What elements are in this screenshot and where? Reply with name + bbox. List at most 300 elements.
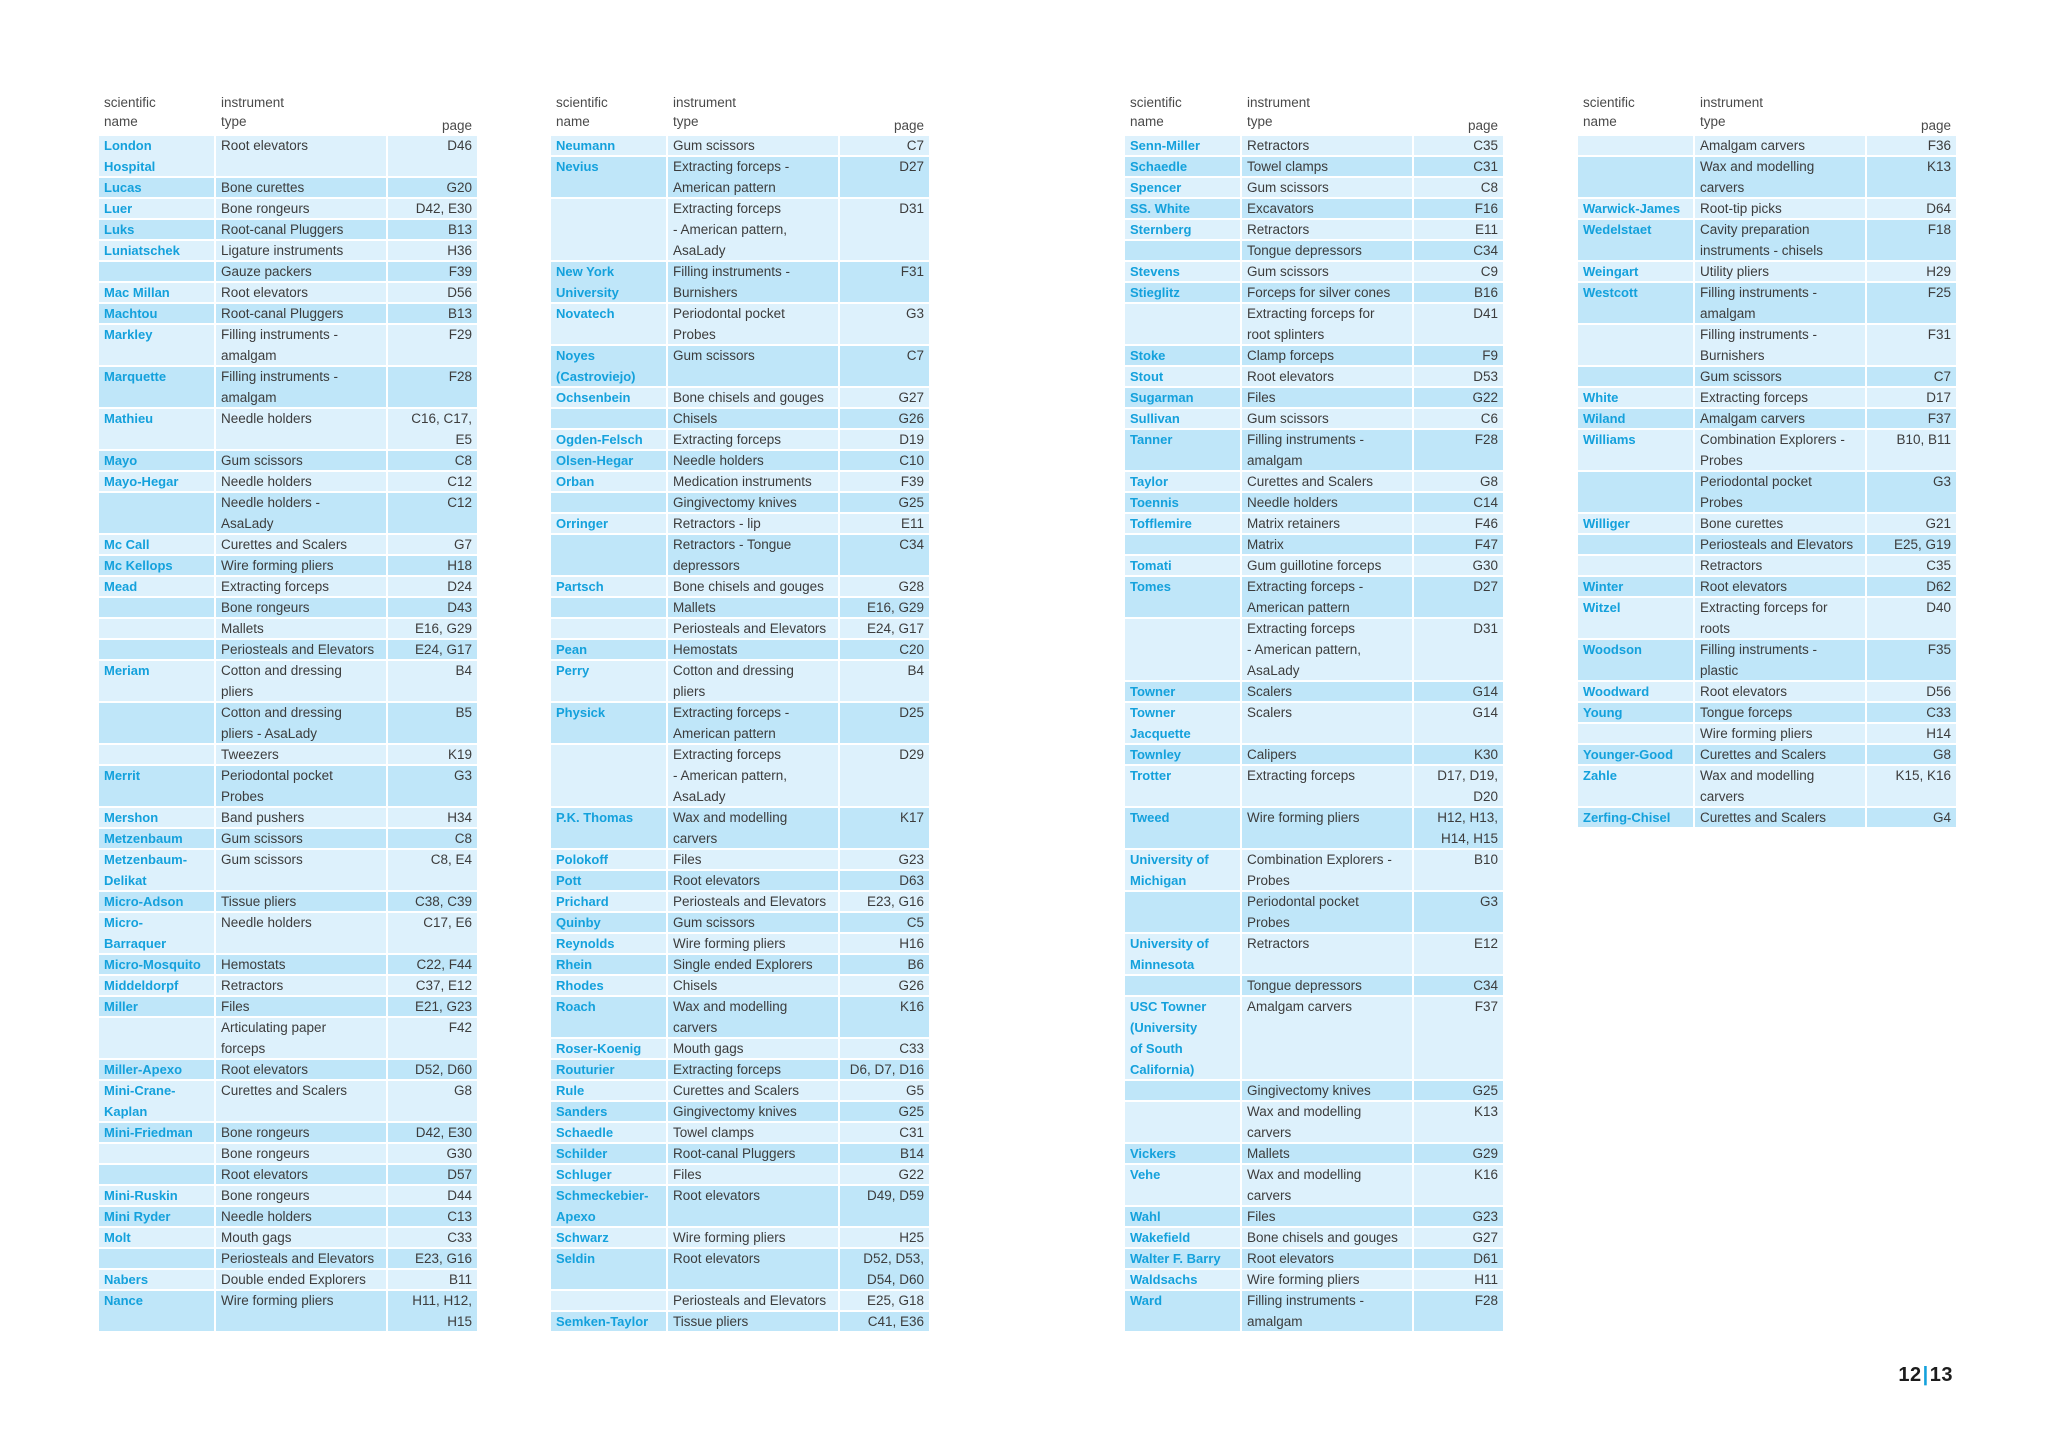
instrument-type-cell	[215, 1269, 387, 1290]
instrument-type: Root elevators	[221, 1062, 309, 1077]
instrument-type-cell	[667, 954, 839, 975]
scientific-name: Marquette	[104, 369, 167, 384]
scientific-name-cell	[1577, 534, 1694, 555]
instrument-type-cell	[215, 765, 387, 807]
scientific-name-cell	[1577, 366, 1694, 387]
instrument-type-cell	[667, 261, 839, 303]
instrument-type: Wax and modelling	[1700, 159, 1815, 174]
instrument-type: Curettes and Scalers	[221, 1083, 348, 1098]
instrument-type: Root-canal Pluggers	[673, 1146, 796, 1161]
page-cell	[1866, 597, 1957, 639]
table-row	[98, 891, 478, 912]
page-cell	[387, 576, 478, 597]
scientific-name: Rule	[556, 1083, 585, 1098]
scientific-name: Delikat	[104, 873, 147, 888]
table-row	[98, 240, 478, 261]
instrument-type-cell	[1241, 1248, 1413, 1269]
instrument-type: Root elevators	[1247, 369, 1335, 384]
table-row	[98, 492, 478, 534]
instrument-type: root splinters	[1247, 327, 1325, 342]
page-reference: H14, H15	[1440, 831, 1498, 846]
scientific-name-cell	[1124, 219, 1241, 240]
scientific-name-cell	[550, 1038, 667, 1059]
scientific-name: Micro-Adson	[104, 894, 184, 909]
scientific-name: Winter	[1583, 579, 1624, 594]
page-reference: F37	[1927, 411, 1951, 426]
table-row	[98, 450, 478, 471]
scientific-name: Mayo	[104, 453, 138, 468]
page-reference: F25	[1927, 285, 1951, 300]
page-reference: D61	[1473, 1251, 1498, 1266]
scientific-name-cell	[1577, 219, 1694, 261]
scientific-name-cell	[1577, 807, 1694, 828]
table-row	[1577, 387, 1957, 408]
page-reference: B13	[447, 306, 472, 321]
instrument-type-cell	[1694, 597, 1866, 639]
instrument-type: Gingivectomy knives	[1247, 1083, 1371, 1098]
scientific-name: Schaedle	[1130, 159, 1188, 174]
page-reference: B11	[448, 1272, 472, 1287]
instrument-type-cell	[215, 954, 387, 975]
scientific-name: Young	[1583, 705, 1623, 720]
instrument-type: Extracting forceps	[221, 579, 330, 594]
header-scientific-name	[1577, 93, 1694, 135]
instrument-type: Mouth gags	[221, 1230, 292, 1245]
instrument-type-cell	[1241, 534, 1413, 555]
table-row	[550, 1080, 930, 1101]
instrument-type: Files	[673, 1167, 702, 1182]
table-row	[1124, 282, 1504, 303]
scientific-name-cell	[98, 1227, 215, 1248]
instrument-type-cell	[215, 618, 387, 639]
instrument-type: Needle holders	[673, 453, 764, 468]
table-row	[98, 744, 478, 765]
scientific-name-cell	[1124, 765, 1241, 807]
table-row	[1577, 261, 1957, 282]
scientific-name: Olsen-Hegar	[556, 453, 634, 468]
page-reference: D19	[899, 432, 924, 447]
instrument-type: Filling instruments -	[1700, 327, 1818, 342]
page-cell	[839, 1122, 930, 1143]
scientific-name-cell	[1124, 261, 1241, 282]
instrument-type: Matrix	[1247, 537, 1284, 552]
scientific-name-cell	[1124, 1248, 1241, 1269]
header-label: scientific	[104, 95, 156, 110]
scientific-name-cell	[550, 1227, 667, 1248]
scientific-name: Stieglitz	[1130, 285, 1180, 300]
table-row	[98, 1269, 478, 1290]
instrument-type-cell	[667, 849, 839, 870]
page-number-left: 12	[1898, 1364, 1922, 1386]
table-row	[550, 303, 930, 345]
table-row	[98, 1122, 478, 1143]
instrument-type-cell	[667, 1290, 839, 1311]
page-cell	[387, 240, 478, 261]
page-cell	[387, 1017, 478, 1059]
table-row	[1124, 198, 1504, 219]
scientific-name-cell	[550, 156, 667, 198]
page-reference: D42, E30	[415, 201, 472, 216]
page-reference: F28	[1474, 432, 1498, 447]
instrument-type: amalgam	[1247, 453, 1303, 468]
page-reference: C35	[1473, 138, 1498, 153]
scientific-name-cell	[1124, 387, 1241, 408]
page-cell	[839, 387, 930, 408]
page-cell	[1413, 1101, 1504, 1143]
instrument-type: Root elevators	[673, 873, 761, 888]
page-reference: K16	[1473, 1167, 1498, 1182]
instrument-type: Root elevators	[1700, 579, 1788, 594]
scientific-name: Mc Kellops	[104, 558, 173, 573]
instrument-type: AsaLady	[673, 243, 726, 258]
table-row	[98, 1227, 478, 1248]
page-reference: D62	[1926, 579, 1951, 594]
page-cell	[1413, 576, 1504, 618]
page-reference: E11	[1474, 222, 1498, 237]
page-reference: K15, K16	[1895, 768, 1951, 783]
page-reference: D63	[899, 873, 924, 888]
instrument-type-cell	[1694, 366, 1866, 387]
scientific-name-cell	[1577, 261, 1694, 282]
page-reference: G28	[898, 579, 924, 594]
page-reference: D29	[899, 747, 924, 762]
scientific-name: Apexo	[556, 1209, 596, 1224]
scientific-name-cell	[1577, 555, 1694, 576]
page-cell	[1413, 618, 1504, 681]
scientific-name-cell	[98, 534, 215, 555]
page-reference: F37	[1474, 999, 1498, 1014]
table-row	[98, 198, 478, 219]
instrument-type: Periodontal pocket	[673, 306, 785, 321]
page-reference: D24	[447, 579, 472, 594]
instrument-type-cell	[1694, 555, 1866, 576]
page-cell	[387, 807, 478, 828]
instrument-type-cell	[667, 1143, 839, 1164]
page-cell	[387, 891, 478, 912]
instrument-type-cell	[215, 177, 387, 198]
scientific-name-cell	[1124, 933, 1241, 975]
scientific-name: Partsch	[556, 579, 604, 594]
instrument-type: Extracting forceps	[673, 1062, 782, 1077]
scientific-name-cell	[98, 765, 215, 807]
instrument-type: Extracting forceps for	[1247, 306, 1375, 321]
page-reference: H14	[1926, 726, 1951, 741]
instrument-type: Filling instruments -	[1247, 1293, 1365, 1308]
scientific-name-cell	[550, 744, 667, 807]
scientific-name-cell	[550, 429, 667, 450]
scientific-name-cell	[550, 408, 667, 429]
scientific-name-cell	[1577, 324, 1694, 366]
scientific-name-cell	[1577, 471, 1694, 513]
page-reference: G26	[898, 978, 924, 993]
scientific-name-cell	[1124, 156, 1241, 177]
page-reference: B10, B11	[1896, 432, 1951, 447]
instrument-type: Extracting forceps	[673, 747, 782, 762]
table-row	[98, 408, 478, 450]
page-reference: G29	[1472, 1146, 1498, 1161]
scientific-name-cell	[98, 828, 215, 849]
scientific-name: Wiland	[1583, 411, 1626, 426]
scientific-name-cell	[98, 555, 215, 576]
page-cell	[387, 450, 478, 471]
scientific-name-cell	[1577, 576, 1694, 597]
instrument-type-cell	[1694, 261, 1866, 282]
scientific-name-cell	[98, 1290, 215, 1332]
page-reference: G27	[898, 390, 924, 405]
scientific-name: Roach	[556, 999, 596, 1014]
page-cell	[1413, 177, 1504, 198]
table-row	[550, 1290, 930, 1311]
scientific-name: Tomes	[1130, 579, 1171, 594]
page-reference: H36	[447, 243, 472, 258]
instrument-type: Bone rongeurs	[221, 1146, 310, 1161]
page-reference: C31	[1473, 159, 1498, 174]
instrument-type: Probes	[673, 327, 716, 342]
instrument-type: AsaLady	[221, 516, 274, 531]
instrument-type-cell	[667, 1080, 839, 1101]
page-cell	[387, 1248, 478, 1269]
scientific-name: (Castroviejo)	[556, 369, 636, 384]
table-row	[1577, 471, 1957, 513]
instrument-type: Gum scissors	[673, 915, 755, 930]
instrument-type: Wax and modelling	[1247, 1167, 1362, 1182]
table-row	[98, 1206, 478, 1227]
page-reference: C31	[899, 1125, 924, 1140]
page-cell	[1866, 681, 1957, 702]
page-cell	[1413, 744, 1504, 765]
scientific-name-cell	[1124, 744, 1241, 765]
table-row	[98, 1017, 478, 1059]
table-row	[550, 135, 930, 156]
table-row	[550, 1227, 930, 1248]
scientific-name: Micro-Mosquito	[104, 957, 201, 972]
page-cell	[1866, 807, 1957, 828]
scientific-name-cell	[550, 975, 667, 996]
scientific-name: Roser-Koenig	[556, 1041, 642, 1056]
instrument-type: Mallets	[673, 600, 716, 615]
table-row	[550, 345, 930, 387]
instrument-type-cell	[1241, 177, 1413, 198]
page-cell	[1413, 156, 1504, 177]
table-row	[1124, 261, 1504, 282]
instrument-type-cell	[667, 996, 839, 1038]
table-row	[1124, 240, 1504, 261]
instrument-type-cell	[1694, 387, 1866, 408]
page-cell	[387, 324, 478, 366]
table-row	[1577, 555, 1957, 576]
instrument-type-cell	[215, 1227, 387, 1248]
table-row	[550, 702, 930, 744]
instrument-type: Extracting forceps -	[673, 159, 790, 174]
page-cell	[839, 303, 930, 345]
instrument-type-cell	[1694, 219, 1866, 261]
page-reference: G25	[898, 495, 924, 510]
page-cell	[839, 1038, 930, 1059]
page-cell	[1413, 1080, 1504, 1101]
instrument-type-cell	[1694, 576, 1866, 597]
header-label: instrument	[673, 95, 737, 110]
table-row	[1577, 744, 1957, 765]
column-header	[98, 93, 478, 135]
instrument-type-cell	[667, 492, 839, 513]
scientific-name: Walter F. Barry	[1130, 1251, 1221, 1266]
instrument-type-cell	[215, 219, 387, 240]
scientific-name-cell	[1577, 702, 1694, 723]
scientific-name-cell	[1124, 1227, 1241, 1248]
page-cell	[839, 261, 930, 303]
scientific-name-cell	[98, 660, 215, 702]
instrument-type: Extracting forceps	[673, 201, 782, 216]
table-row	[1124, 1143, 1504, 1164]
page-cell	[387, 912, 478, 954]
page-cell	[839, 1101, 930, 1122]
instrument-type-cell	[215, 555, 387, 576]
scientific-name: Tanner	[1130, 432, 1173, 447]
scientific-name: Witzel	[1583, 600, 1621, 615]
instrument-type-cell	[1241, 303, 1413, 345]
page-cell	[839, 933, 930, 954]
instrument-type: - American pattern,	[673, 222, 788, 237]
instrument-type-cell	[667, 618, 839, 639]
page-cell	[1866, 198, 1957, 219]
header-label: name	[1583, 114, 1617, 129]
instrument-type: carvers	[673, 831, 718, 846]
table-row	[1577, 324, 1957, 366]
scientific-name: Mead	[104, 579, 138, 594]
instrument-type: Curettes and Scalers	[1700, 810, 1827, 825]
instrument-type: Periosteals and Elevators	[673, 894, 827, 909]
scientific-name: Nevius	[556, 159, 599, 174]
instrument-type: Combination Explorers -	[1247, 852, 1392, 867]
instrument-type-cell	[215, 135, 387, 177]
table-row	[98, 261, 478, 282]
page-reference: F31	[1927, 327, 1951, 342]
scientific-name: Mc Call	[104, 537, 150, 552]
page-reference: D17, D19,	[1437, 768, 1498, 783]
scientific-name-cell	[550, 1185, 667, 1227]
scientific-name-cell	[550, 912, 667, 933]
scientific-name: Ogden-Felsch	[556, 432, 643, 447]
scientific-name: Novatech	[556, 306, 615, 321]
scientific-name: Zerfing-Chisel	[1583, 810, 1671, 825]
scientific-name-cell	[98, 618, 215, 639]
table-row	[1124, 1080, 1504, 1101]
table-row	[1124, 1101, 1504, 1143]
instrument-type-cell	[1241, 1143, 1413, 1164]
instrument-type-cell	[667, 1164, 839, 1185]
instrument-type: Gingivectomy knives	[673, 495, 797, 510]
page-cell	[839, 408, 930, 429]
page-reference: G14	[1472, 684, 1498, 699]
instrument-type: Towel clamps	[673, 1125, 755, 1140]
table-row	[550, 429, 930, 450]
page-cell	[387, 597, 478, 618]
instrument-type-cell	[667, 702, 839, 744]
page-cell	[1413, 1269, 1504, 1290]
instrument-type-cell	[1241, 387, 1413, 408]
scientific-name: Molt	[104, 1230, 131, 1245]
scientific-name-cell	[550, 492, 667, 513]
table-row	[98, 1080, 478, 1122]
scientific-name: Nance	[104, 1293, 144, 1308]
table-row	[550, 975, 930, 996]
table-row	[1124, 555, 1504, 576]
instrument-type-cell	[1694, 408, 1866, 429]
table-row	[1124, 765, 1504, 807]
instrument-type: roots	[1700, 621, 1731, 636]
instrument-type-cell	[667, 597, 839, 618]
table-row	[98, 597, 478, 618]
scientific-name: Mini-Crane-	[104, 1083, 176, 1098]
instrument-type-cell	[667, 513, 839, 534]
table-row	[550, 1143, 930, 1164]
page-cell	[387, 198, 478, 219]
page-reference: G25	[898, 1104, 924, 1119]
table-row	[98, 660, 478, 702]
page-cell	[1413, 513, 1504, 534]
instrument-type: Amalgam carvers	[1700, 411, 1806, 426]
instrument-type-cell	[667, 1311, 839, 1332]
instrument-type-cell	[215, 849, 387, 891]
scientific-name: Wakefield	[1130, 1230, 1191, 1245]
page-cell	[839, 198, 930, 261]
scientific-name-cell	[550, 303, 667, 345]
page-reference: H15	[447, 1314, 472, 1329]
instrument-type: Wire forming pliers	[221, 558, 334, 573]
page-reference: C41, E36	[867, 1314, 924, 1329]
instrument-type: Probes	[1247, 873, 1290, 888]
page-reference: E5	[455, 432, 472, 447]
page-reference: F31	[900, 264, 924, 279]
page-cell	[387, 702, 478, 744]
scientific-name: Machtou	[104, 306, 158, 321]
scientific-name-cell	[550, 1059, 667, 1080]
instrument-type: Periodontal pocket	[1700, 474, 1812, 489]
instrument-type: Mallets	[1247, 1146, 1290, 1161]
instrument-type-cell	[215, 450, 387, 471]
page-reference: D31	[1473, 621, 1498, 636]
table-row	[550, 1164, 930, 1185]
scientific-name: Noyes	[556, 348, 596, 363]
page-cell	[1413, 975, 1504, 996]
page-reference: D56	[1926, 684, 1951, 699]
scientific-name: Meriam	[104, 663, 150, 678]
instrument-type: American pattern	[1247, 600, 1350, 615]
instrument-type-cell	[1694, 744, 1866, 765]
instrument-type-cell	[215, 408, 387, 450]
scientific-name: Westcott	[1583, 285, 1638, 300]
page-reference: E25, G19	[1893, 537, 1951, 552]
scientific-name: Wahl	[1130, 1209, 1161, 1224]
scientific-name-cell	[98, 975, 215, 996]
page-reference: E21, G23	[414, 999, 472, 1014]
instrument-type: Forceps for silver cones	[1247, 285, 1391, 300]
instrument-type: Files	[673, 852, 702, 867]
instrument-type: Probes	[1700, 453, 1743, 468]
scientific-name: London	[104, 138, 152, 153]
instrument-type: Root-canal Pluggers	[221, 306, 344, 321]
table-row	[98, 282, 478, 303]
instrument-type-cell	[215, 1206, 387, 1227]
page-reference: D41	[1473, 306, 1498, 321]
instrument-type-cell	[1241, 849, 1413, 891]
scientific-name-cell	[550, 513, 667, 534]
page-cell	[387, 660, 478, 702]
scientific-name-cell	[98, 408, 215, 450]
table-row	[1124, 177, 1504, 198]
instrument-type: Wire forming pliers	[673, 936, 786, 951]
page-cell	[387, 1143, 478, 1164]
